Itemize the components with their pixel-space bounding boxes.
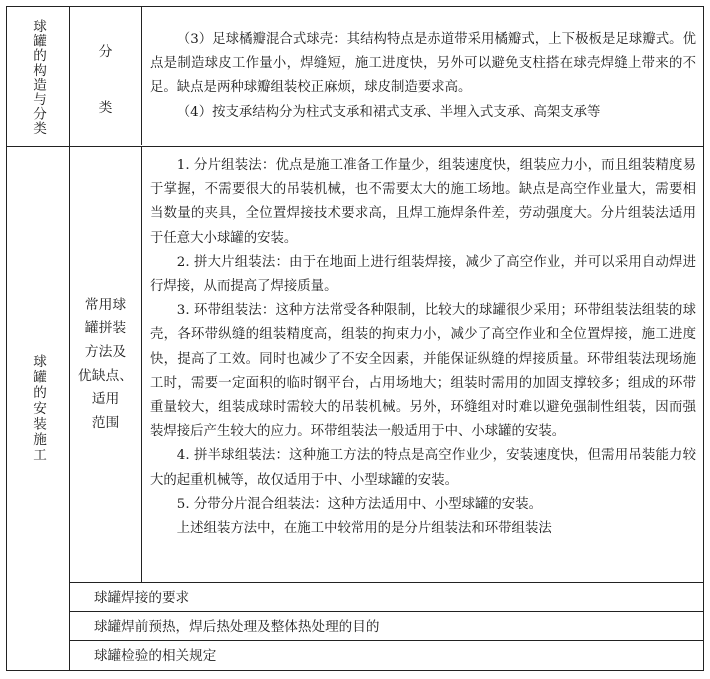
subsection-label-methods — [70, 147, 141, 582]
paragraph-ring-assembly: 3. 环带组装法：这种方法常受各种限制，比较大的球罐很少采用；环带组装法组装的球壳，各环带纵缝的组装精度高，组装的拘束力小，减少了高空作业和全位置焊接，施工进度快，提高了工效。同时也减少了不安全因素，并能保证纵缝的焊接质量。环带组装法现场施工时，需要一定面积的临时钢平台，占用场地大；组装时需用的加固支撑较多；组成的环带重量较大，组装成球时需较大的吊装机械。另外，环缝组对时难以避免强制性组装，因而强装焊接后产生较大的应力。环带组装法一般适用于中、小球罐的安装。 — [150, 303, 696, 440]
table-border-bottom — [6, 670, 704, 671]
paragraph-mixed-assembly: 5. 分带分片混合组装法：这种方法适用中、小型球罐的安装。 — [176, 496, 542, 512]
table-border-right — [703, 6, 704, 671]
method-label-line-2: 罐拼装 — [84, 320, 127, 337]
row-divider-1 — [69, 582, 704, 583]
method-label-line-3: 方法及 — [84, 343, 127, 360]
row-inspection-rules: 球罐检验的相关规定 — [94, 648, 217, 664]
section1-content — [150, 28, 696, 125]
section-label-installation-text: 球罐的安装施工 — [30, 353, 47, 464]
section-label-structure — [24, 12, 52, 142]
method-label-line-5: 适用 — [91, 391, 120, 408]
subsection-label-top: 分 — [98, 44, 113, 60]
table-border-left — [6, 6, 7, 671]
method-label-line-6: 范围 — [91, 414, 120, 431]
column-divider-2 — [141, 6, 142, 145]
row-divider-2 — [69, 611, 704, 612]
section2-content — [150, 154, 696, 541]
column-divider-3 — [141, 147, 142, 582]
paragraph-piece-assembly: 1. 分片组装法：优点是施工准备工作量少，组装速度快，组装应力小，而且组装精度易于掌握，不需要很大的吊装机械，也不需要太大的施工场地。缺点是高空作业量大，需要相当数量的夹具，全位置焊接技术要求高，且焊工施焊条件差，劳动强度大。分片组装法适用于任意大小球罐的安装。 — [150, 158, 696, 246]
content-table — [6, 6, 704, 671]
paragraph-football-sphere: （3）足球橘瓣混合式球壳：其结构特点是赤道带采用橘瓣式，上下极板是足球瓣式。优点是制造球皮工作量小，焊缝短，施工进度快，另外可以避免支柱搭在球壳焊缝上带来的不足。缺点是两种球瓣组装校正麻烦，球皮制造要求高。 — [150, 32, 696, 96]
subsection-label-bottom: 类 — [98, 100, 113, 116]
row-welding-requirements: 球罐焊接的要求 — [94, 590, 190, 606]
paragraph-support-structure: （4）按支承结构分为柱式支承和裙式支承、半埋入式支承、高架支承等 — [176, 104, 601, 120]
subsection-label-classification — [70, 6, 141, 146]
paragraph-large-piece-assembly: 2. 拼大片组装法：由于在地面上进行组装焊接，减少了高空作业，并可以采用自动焊进行焊接，从而提高了焊接质量。 — [150, 254, 696, 295]
section-label-installation — [24, 147, 52, 670]
paragraph-summary: 上述组装方法中，在施工中较常用的是分片组装法和环带组装法 — [176, 521, 552, 537]
section-label-structure-text: 球罐的构造与分类 — [30, 18, 47, 136]
method-label-line-4: 优缺点、 — [77, 367, 134, 384]
row-heat-treatment: 球罐焊前预热，焊后热处理及整体热处理的目的 — [94, 619, 380, 635]
paragraph-hemisphere-assembly: 4. 拼半球组装法：这种施工方法的特点是高空作业少，安装速度快，但需用吊装能力较大的起重机械等，故仅适用于中、小型球罐的安装。 — [150, 448, 696, 488]
method-label-line-1: 常用球 — [84, 296, 127, 313]
row-divider-3 — [69, 640, 704, 641]
